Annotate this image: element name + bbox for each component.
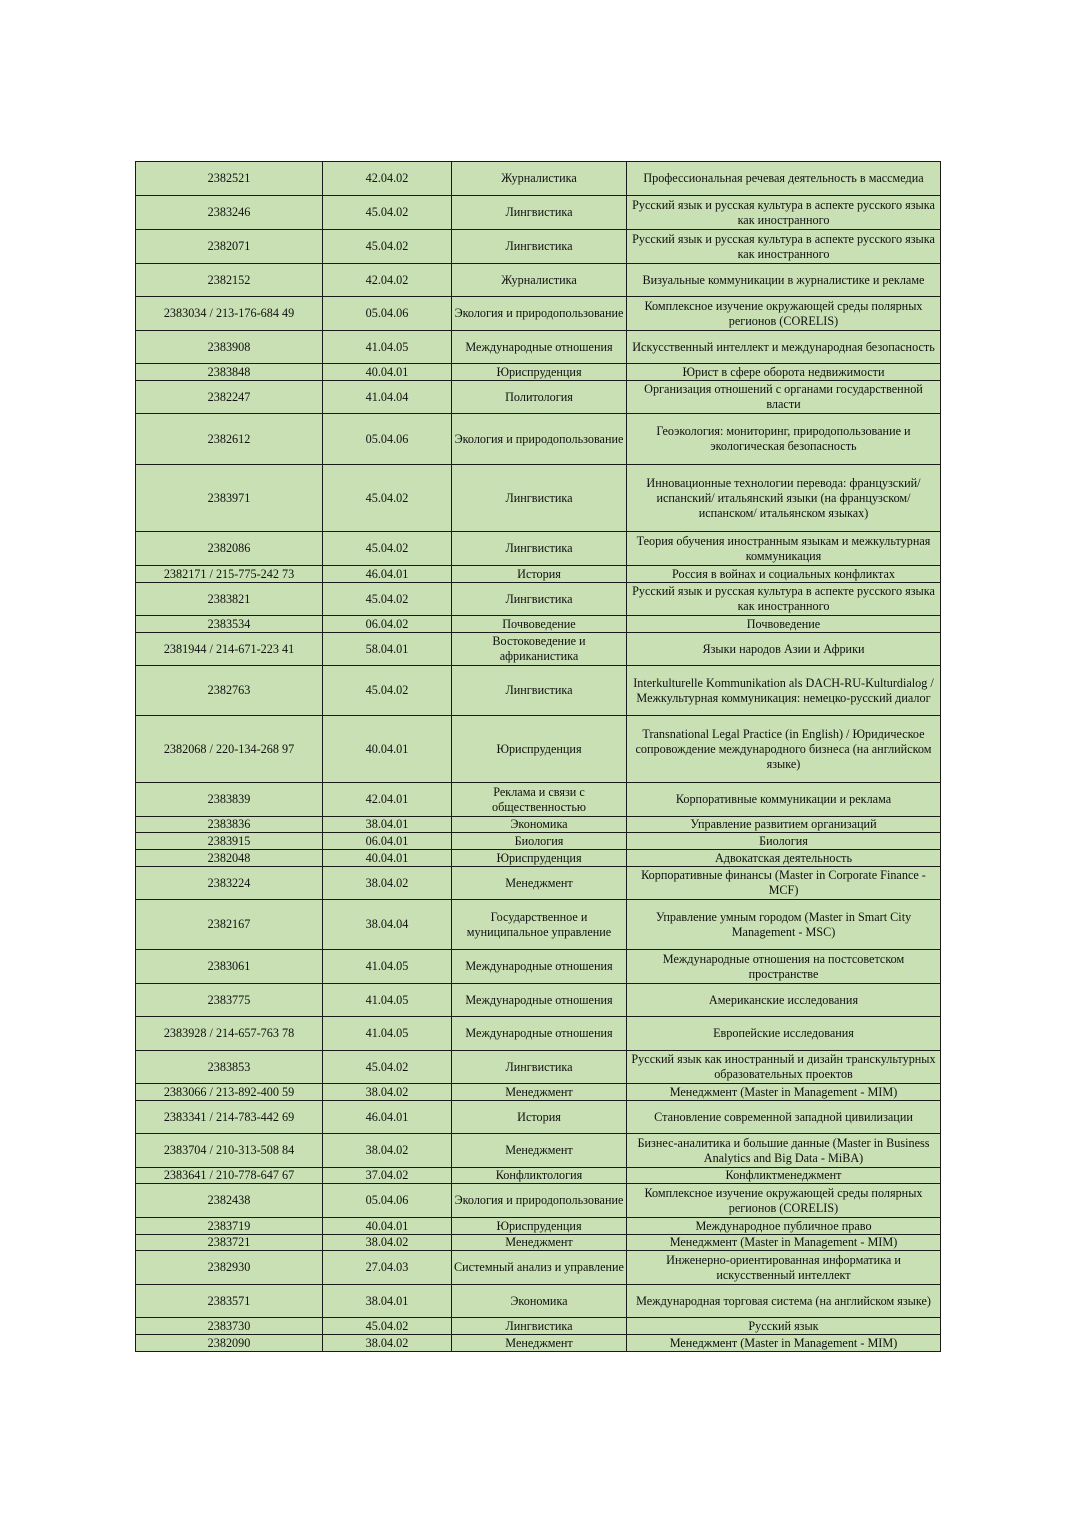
cell-code: 40.04.01 [323, 364, 452, 381]
cell-field: Юриспруденция [452, 716, 627, 783]
cell-id: 2383730 [136, 1318, 323, 1335]
cell-code: 40.04.01 [323, 850, 452, 867]
cell-code: 05.04.06 [323, 414, 452, 465]
cell-code: 58.04.01 [323, 633, 452, 666]
cell-id: 2382438 [136, 1184, 323, 1218]
cell-code: 05.04.06 [323, 297, 452, 331]
cell-code: 45.04.02 [323, 532, 452, 566]
cell-field: Журналистика [452, 264, 627, 297]
cell-id: 2383066 / 213-892-400 59 [136, 1084, 323, 1101]
cell-field: Экономика [452, 1285, 627, 1318]
cell-id: 2383775 [136, 984, 323, 1017]
cell-code: 38.04.02 [323, 1134, 452, 1168]
cell-code: 41.04.05 [323, 1017, 452, 1051]
cell-field: Лингвистика [452, 532, 627, 566]
cell-code: 45.04.02 [323, 230, 452, 264]
cell-code: 38.04.04 [323, 900, 452, 950]
cell-program: Визуальные коммуникации в журналистике и рекламе [627, 264, 941, 297]
cell-id: 2382171 / 215-775-242 73 [136, 566, 323, 583]
cell-field: Юриспруденция [452, 850, 627, 867]
cell-code: 45.04.02 [323, 465, 452, 532]
cell-field: Экология и природопользование [452, 414, 627, 465]
cell-code: 06.04.01 [323, 833, 452, 850]
table-row [136, 1184, 941, 1218]
cell-id: 2383341 / 214-783-442 69 [136, 1101, 323, 1134]
cell-program: Россия в войнах и социальных конфликтах [627, 566, 941, 583]
cell-field: Лингвистика [452, 1318, 627, 1335]
table-row [136, 1251, 941, 1285]
table-row [136, 414, 941, 465]
cell-field: Реклама и связи с общественностью [452, 783, 627, 817]
cell-id: 2382086 [136, 532, 323, 566]
table-row [136, 1285, 941, 1318]
table-row [136, 616, 941, 633]
cell-code: 40.04.01 [323, 1218, 452, 1235]
cell-field: История [452, 566, 627, 583]
cell-code: 42.04.02 [323, 162, 452, 196]
cell-program: Биология [627, 833, 941, 850]
table-row [136, 833, 941, 850]
cell-id: 2382152 [136, 264, 323, 297]
cell-field: Биология [452, 833, 627, 850]
cell-program: Становление современной западной цивилизации [627, 1101, 941, 1134]
cell-id: 2383928 / 214-657-763 78 [136, 1017, 323, 1051]
cell-code: 42.04.02 [323, 264, 452, 297]
cell-field: Юриспруденция [452, 1218, 627, 1235]
cell-program: Языки народов Азии и Африки [627, 633, 941, 666]
cell-program: Конфликтменеджмент [627, 1168, 941, 1184]
cell-code: 06.04.02 [323, 616, 452, 633]
cell-field: Лингвистика [452, 230, 627, 264]
cell-code: 46.04.01 [323, 1101, 452, 1134]
cell-field: Лингвистика [452, 465, 627, 532]
cell-code: 42.04.01 [323, 783, 452, 817]
cell-program: Европейские исследования [627, 1017, 941, 1051]
cell-field: Менеджмент [452, 1084, 627, 1101]
cell-code: 38.04.02 [323, 867, 452, 900]
cell-program: Управление умным городом (Master in Smart City Management - MSC) [627, 900, 941, 950]
cell-field: Экология и природопользование [452, 297, 627, 331]
cell-field: Экономика [452, 817, 627, 833]
cell-id: 2382930 [136, 1251, 323, 1285]
cell-program: Американские исследования [627, 984, 941, 1017]
table-row [136, 716, 941, 783]
cell-program: Корпоративные финансы (Master in Corporate Finance - MCF) [627, 867, 941, 900]
table-row [136, 1017, 941, 1051]
cell-field: Лингвистика [452, 196, 627, 230]
cell-code: 45.04.02 [323, 666, 452, 716]
cell-code: 27.04.03 [323, 1251, 452, 1285]
cell-id: 2383704 / 210-313-508 84 [136, 1134, 323, 1168]
cell-id: 2381944 / 214-671-223 41 [136, 633, 323, 666]
table-row [136, 783, 941, 817]
cell-id: 2382068 / 220-134-268 97 [136, 716, 323, 783]
cell-field: Политология [452, 381, 627, 414]
cell-program: Юрист в сфере оборота недвижимости [627, 364, 941, 381]
cell-field: Международные отношения [452, 331, 627, 364]
table-row [136, 1235, 941, 1251]
table-row [136, 633, 941, 666]
cell-program: Инженерно-ориентированная информатика и искусственный интеллект [627, 1251, 941, 1285]
cell-code: 45.04.02 [323, 1318, 452, 1335]
table-row [136, 465, 941, 532]
cell-id: 2383721 [136, 1235, 323, 1251]
table-row [136, 1051, 941, 1084]
table-row [136, 566, 941, 583]
cell-field: Международные отношения [452, 950, 627, 984]
cell-field: Международные отношения [452, 1017, 627, 1051]
table-row [136, 867, 941, 900]
cell-program: Менеджмент (Master in Management - MIM) [627, 1084, 941, 1101]
table-row [136, 1218, 941, 1235]
table-row [136, 984, 941, 1017]
table-row [136, 331, 941, 364]
program-table [135, 161, 941, 1352]
cell-code: 38.04.02 [323, 1335, 452, 1352]
cell-id: 2383915 [136, 833, 323, 850]
cell-program: Адвокатская деятельность [627, 850, 941, 867]
table-row [136, 230, 941, 264]
table-row [136, 1168, 941, 1184]
cell-id: 2383534 [136, 616, 323, 633]
table-row [136, 297, 941, 331]
cell-program: Менеджмент (Master in Management - MIM) [627, 1335, 941, 1352]
cell-field: Почвоведение [452, 616, 627, 633]
cell-program: Русский язык [627, 1318, 941, 1335]
cell-program: Бизнес-аналитика и большие данные (Master in Business Analytics and Big Data - MiBA) [627, 1134, 941, 1168]
cell-field: Лингвистика [452, 583, 627, 616]
cell-field: Государственное и муниципальное управление [452, 900, 627, 950]
table-row [136, 950, 941, 984]
cell-program: Геоэкология: мониторинг, природопользование и экологическая безопасность [627, 414, 941, 465]
cell-field: Лингвистика [452, 666, 627, 716]
table-row [136, 264, 941, 297]
cell-program: Менеджмент (Master in Management - MIM) [627, 1235, 941, 1251]
program-table-body [136, 162, 941, 1352]
cell-field: Менеджмент [452, 1235, 627, 1251]
cell-code: 41.04.05 [323, 331, 452, 364]
cell-id: 2383571 [136, 1285, 323, 1318]
cell-field: История [452, 1101, 627, 1134]
table-row [136, 817, 941, 833]
cell-id: 2383908 [136, 331, 323, 364]
cell-program: Русский язык и русская культура в аспекте русского языка как иностранного [627, 583, 941, 616]
table-row [136, 162, 941, 196]
cell-program: Комплексное изучение окружающей среды полярных регионов (CORELIS) [627, 1184, 941, 1218]
cell-code: 41.04.05 [323, 984, 452, 1017]
cell-code: 37.04.02 [323, 1168, 452, 1184]
cell-program: Interkulturelle Kommunikation als DACH-RU-Kulturdialog / Межкультурная коммуникация: немецко-русский диалог [627, 666, 941, 716]
cell-program: Инновационные технологии перевода: французский/ испанский/ итальянский языки (на французском/ испанском/ итальянском языках) [627, 465, 941, 532]
table-row [136, 1084, 941, 1101]
cell-code: 05.04.06 [323, 1184, 452, 1218]
cell-id: 2382048 [136, 850, 323, 867]
cell-code: 41.04.05 [323, 950, 452, 984]
cell-code: 45.04.02 [323, 196, 452, 230]
cell-field: Международные отношения [452, 984, 627, 1017]
table-row [136, 532, 941, 566]
cell-id: 2382167 [136, 900, 323, 950]
cell-program: Международные отношения на постсоветском пространстве [627, 950, 941, 984]
cell-code: 38.04.02 [323, 1084, 452, 1101]
table-row [136, 381, 941, 414]
table-row [136, 364, 941, 381]
cell-field: Менеджмент [452, 1335, 627, 1352]
cell-id: 2382071 [136, 230, 323, 264]
cell-id: 2383641 / 210-778-647 67 [136, 1168, 323, 1184]
table-row [136, 1335, 941, 1352]
cell-id: 2382763 [136, 666, 323, 716]
cell-id: 2382090 [136, 1335, 323, 1352]
cell-program: Русский язык и русская культура в аспекте русского языка как иностранного [627, 196, 941, 230]
cell-id: 2383848 [136, 364, 323, 381]
cell-program: Теория обучения иностранным языкам и межкультурная коммуникация [627, 532, 941, 566]
cell-field: Лингвистика [452, 1051, 627, 1084]
cell-id: 2382612 [136, 414, 323, 465]
cell-field: Системный анализ и управление [452, 1251, 627, 1285]
table-row [136, 196, 941, 230]
cell-program: Корпоративные коммуникации и реклама [627, 783, 941, 817]
cell-id: 2383853 [136, 1051, 323, 1084]
cell-code: 46.04.01 [323, 566, 452, 583]
table-row [136, 900, 941, 950]
table-row [136, 583, 941, 616]
cell-code: 45.04.02 [323, 1051, 452, 1084]
cell-code: 38.04.02 [323, 1235, 452, 1251]
cell-id: 2383719 [136, 1218, 323, 1235]
cell-id: 2383224 [136, 867, 323, 900]
cell-program: Искусственный интеллект и международная безопасность [627, 331, 941, 364]
cell-field: Менеджмент [452, 867, 627, 900]
cell-field: Конфликтология [452, 1168, 627, 1184]
table-row [136, 1134, 941, 1168]
table-row [136, 666, 941, 716]
cell-program: Профессиональная речевая деятельность в массмедиа [627, 162, 941, 196]
cell-id: 2383034 / 213-176-684 49 [136, 297, 323, 331]
cell-id: 2383246 [136, 196, 323, 230]
cell-field: Юриспруденция [452, 364, 627, 381]
cell-program: Русский язык и русская культура в аспекте русского языка как иностранного [627, 230, 941, 264]
cell-field: Менеджмент [452, 1134, 627, 1168]
cell-program: Transnational Legal Practice (in English) / Юридическое сопровождение международного бизнеса (на английском языке) [627, 716, 941, 783]
cell-program: Международная торговая система (на английском языке) [627, 1285, 941, 1318]
cell-field: Востоковедение и африканистика [452, 633, 627, 666]
cell-program: Комплексное изучение окружающей среды полярных регионов (CORELIS) [627, 297, 941, 331]
cell-program: Управление развитием организаций [627, 817, 941, 833]
cell-id: 2383839 [136, 783, 323, 817]
table-row [136, 1101, 941, 1134]
cell-program: Организация отношений с органами государственной власти [627, 381, 941, 414]
cell-program: Международное публичное право [627, 1218, 941, 1235]
cell-id: 2383821 [136, 583, 323, 616]
cell-id: 2382521 [136, 162, 323, 196]
cell-code: 38.04.01 [323, 817, 452, 833]
cell-code: 41.04.04 [323, 381, 452, 414]
cell-program: Почвоведение [627, 616, 941, 633]
cell-id: 2383061 [136, 950, 323, 984]
cell-field: Журналистика [452, 162, 627, 196]
cell-code: 45.04.02 [323, 583, 452, 616]
cell-field: Экология и природопользование [452, 1184, 627, 1218]
cell-program: Русский язык как иностранный и дизайн транскультурных образовательных проектов [627, 1051, 941, 1084]
cell-code: 38.04.01 [323, 1285, 452, 1318]
cell-id: 2383971 [136, 465, 323, 532]
cell-id: 2382247 [136, 381, 323, 414]
table-row [136, 1318, 941, 1335]
table-row [136, 850, 941, 867]
cell-code: 40.04.01 [323, 716, 452, 783]
cell-id: 2383836 [136, 817, 323, 833]
